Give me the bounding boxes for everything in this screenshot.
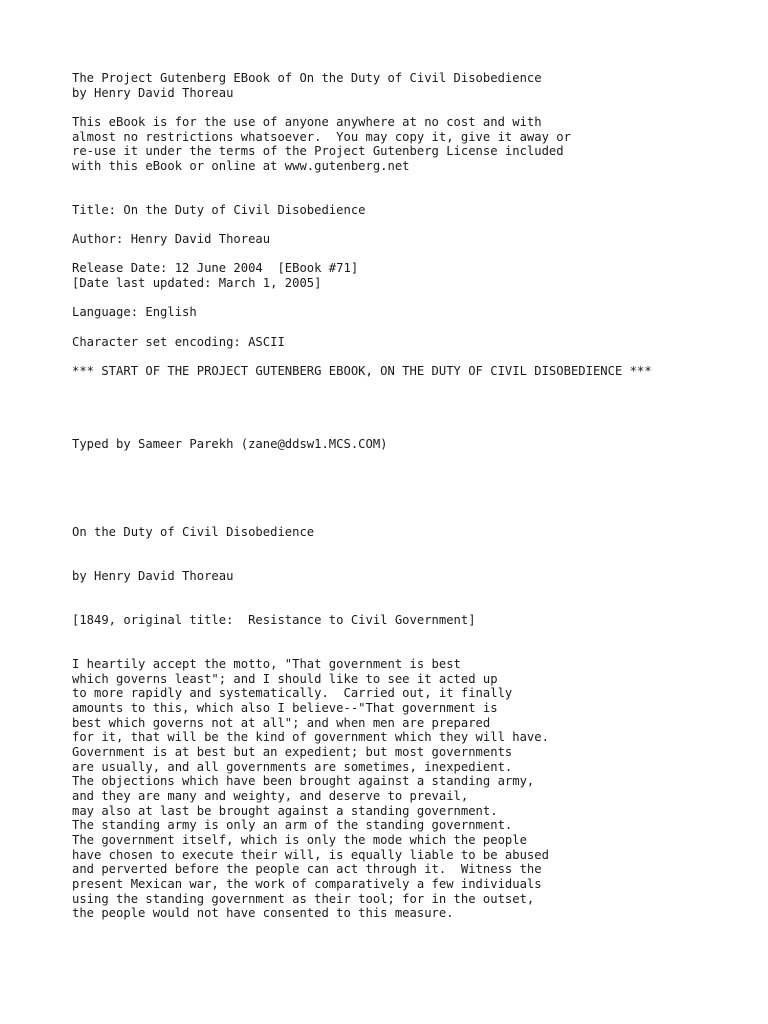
- license-line: with this eBook or online at www.gutenberg.net: [72, 158, 410, 173]
- body-line: The objections which have been brought against a standing army,: [72, 774, 535, 789]
- meta-language: Language: English: [72, 305, 197, 320]
- meta-last-updated: [Date last updated: March 1, 2005]: [72, 276, 322, 291]
- meta-title: Title: On the Duty of Civil Disobedience: [72, 202, 366, 217]
- work-title: On the Duty of Civil Disobedience: [72, 525, 315, 540]
- license-line: almost no restrictions whatsoever. You may copy it, give it away or: [72, 129, 571, 144]
- start-marker: *** START OF THE PROJECT GUTENBERG EBOOK, ON THE DUTY OF CIVIL DISOBEDIENCE ***: [72, 364, 652, 379]
- body-line: amounts to this, which also I believe--"That government is: [72, 701, 498, 715]
- body-line: best which governs not at all"; and when men are prepared: [72, 715, 491, 730]
- body-line: and they are many and weighty, and deserve to prevail,: [72, 788, 469, 803]
- work-note: [1849, original title: Resistance to Civil Government]: [72, 613, 476, 628]
- body-line: have chosen to execute their will, is equally liable to be abused: [72, 847, 549, 862]
- body-line: using the standing government as their tool; for in the outset,: [72, 891, 535, 906]
- body-line: and perverted before the people can act through it. Witness the: [72, 862, 542, 877]
- ebook-header-byline: by Henry David Thoreau: [72, 85, 234, 100]
- ebook-header-line: The Project Gutenberg EBook of On the Duty of Civil Disobedience: [72, 71, 542, 85]
- body-line: which governs least"; and I should like to see it acted up: [72, 671, 498, 686]
- meta-author: Author: Henry David Thoreau: [72, 232, 271, 247]
- body-line: Government is at best but an expedient; but most governments: [72, 744, 513, 759]
- work-byline: by Henry David Thoreau: [72, 569, 234, 584]
- body-line: to more rapidly and systematically. Carried out, it finally: [72, 686, 513, 701]
- body-line: for it, that will be the kind of government which they will have.: [72, 730, 549, 745]
- body-line: are usually, and all governments are sometimes, inexpedient.: [72, 759, 513, 774]
- body-line: The standing army is only an arm of the standing government.: [72, 818, 513, 833]
- body-line: the people would not have consented to this measure.: [72, 906, 454, 921]
- body-line: may also at last be brought against a standing government.: [72, 803, 498, 818]
- license-line: This eBook is for the use of anyone anywhere at no cost and with: [72, 114, 542, 129]
- document-text: [72, 71, 652, 921]
- body-line: present Mexican war, the work of comparatively a few individuals: [72, 876, 542, 891]
- body-line: The government itself, which is only the mode which the people: [72, 832, 527, 847]
- meta-encoding: Character set encoding: ASCII: [72, 334, 285, 349]
- meta-release-date: Release Date: 12 June 2004 [EBook #71]: [72, 261, 359, 276]
- license-line: re-use it under the terms of the Project Gutenberg License included: [72, 144, 564, 159]
- body-line: I heartily accept the motto, "That government is best: [72, 657, 461, 672]
- typed-by: Typed by Sameer Parekh (zane@ddsw1.MCS.COM): [72, 437, 388, 452]
